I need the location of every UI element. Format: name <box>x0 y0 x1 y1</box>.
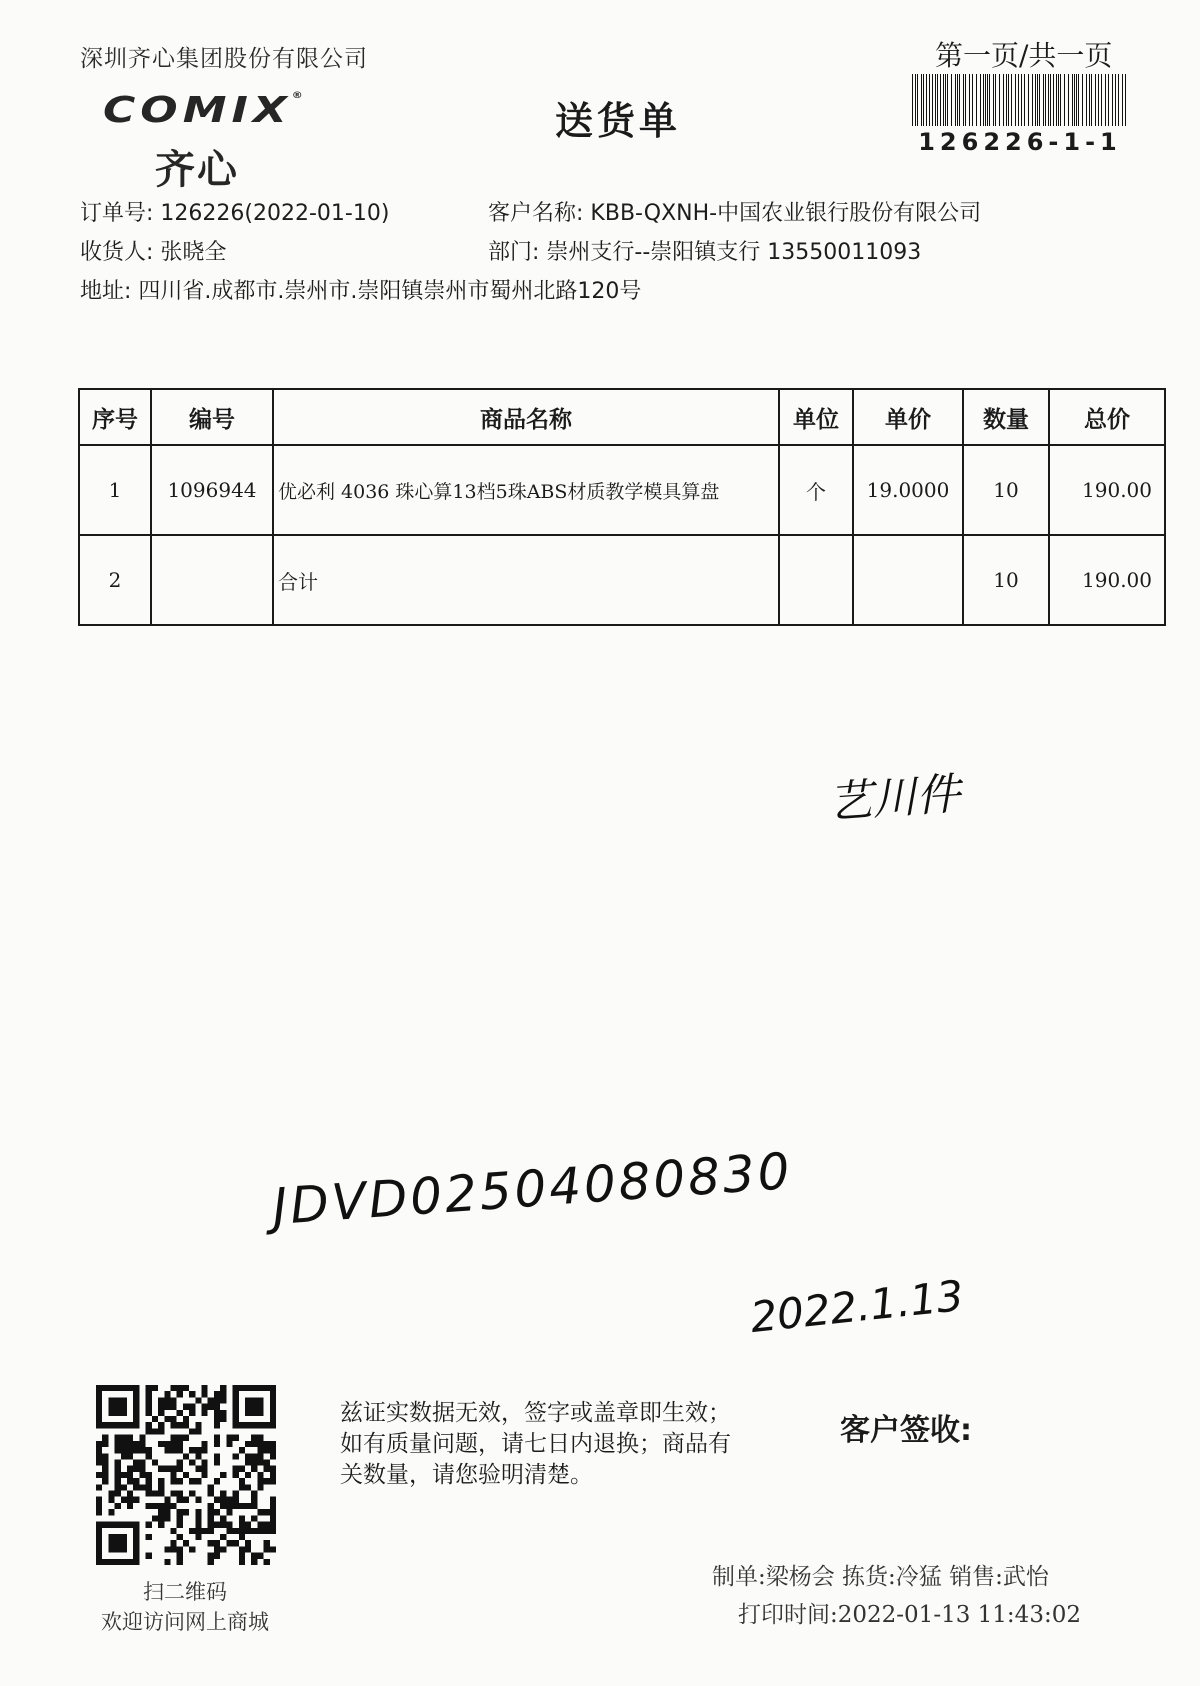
qr-caption-shop: 欢迎访问网上商城 <box>101 1610 269 1634</box>
cell-product: 优必利 4036 珠心算13档5珠ABS材质教学模具算盘 <box>273 445 779 535</box>
dept-value: 崇州支行--崇阳镇支行 13550011093 <box>546 240 922 265</box>
company-name: 深圳齐心集团股份有限公司 <box>80 46 368 72</box>
cell-qty: 10 <box>963 535 1049 625</box>
cell-seq: 1 <box>79 445 151 535</box>
cell-unit: 个 <box>779 445 853 535</box>
cell-price <box>853 535 963 625</box>
customer-name <box>488 196 981 227</box>
cell-seq: 2 <box>79 535 151 625</box>
table-header-row <box>79 389 1165 445</box>
header-seq: 序号 <box>79 389 151 445</box>
logo-word: COMIX <box>103 90 292 131</box>
cell-total: 190.00 <box>1049 445 1165 535</box>
header-total: 总价 <box>1049 389 1165 445</box>
dept-label: 部门: <box>488 240 540 265</box>
cell-code <box>151 535 273 625</box>
cell-unit <box>779 535 853 625</box>
comix-logo <box>103 90 308 131</box>
document-title: 送货单 <box>555 99 682 143</box>
table-row <box>79 535 1165 625</box>
handwritten-date: 2022.1.13 <box>748 1270 966 1343</box>
department <box>488 235 921 266</box>
logo-chinese: 齐心 <box>155 147 239 193</box>
receiver-value: 张晓全 <box>160 240 227 265</box>
print-time: 打印时间:2022-01-13 11:43:02 <box>738 1602 1081 1628</box>
header-code: 编号 <box>151 389 273 445</box>
order-label: 订单号: <box>80 201 154 226</box>
address-value: 四川省.成都市.崇州市.崇阳镇崇州市蜀州北路120号 <box>138 279 642 304</box>
header-price: 单价 <box>853 389 963 445</box>
staff-info: 制单:梁杨会 拣货:冷猛 销售:武怡 <box>712 1564 1049 1590</box>
qr-caption-scan: 扫二维码 <box>143 1580 227 1604</box>
page-info: 第一页/共一页 <box>935 39 1113 72</box>
cell-total: 190.00 <box>1049 535 1165 625</box>
order-value: 126226(2022-01-10) <box>160 201 390 226</box>
handwritten-signature: 艺川件 <box>826 768 962 829</box>
notice-text: 兹证实数据无效，签字或盖章即生效；如有质量问题，请七日内退换；商品有关数量，请您验明清楚。 <box>340 1400 731 1488</box>
customer-label: 客户名称: <box>488 201 584 226</box>
customer-value: KBB-QXNH-中国农业银行股份有限公司 <box>590 201 982 226</box>
qr-code[interactable] <box>96 1385 276 1565</box>
order-number <box>80 196 389 227</box>
cell-code: 1096944 <box>151 445 273 535</box>
table-row <box>79 445 1165 535</box>
handwritten-tracking-number: JDVD02504080830 <box>270 1141 795 1237</box>
cell-price: 19.0000 <box>853 445 963 535</box>
address-label: 地址: <box>80 279 132 304</box>
header-qty: 数量 <box>963 389 1049 445</box>
header-product: 商品名称 <box>273 389 779 445</box>
barcode <box>912 74 1128 126</box>
registered-mark-icon: ® <box>291 90 308 101</box>
cell-qty: 10 <box>963 445 1049 535</box>
barcode-number: 126226-1-1 <box>918 128 1122 156</box>
receiver-label: 收货人: <box>80 240 154 265</box>
customer-sign-label: 客户签收: <box>840 1413 972 1448</box>
cell-product: 合计 <box>273 535 779 625</box>
items-table <box>78 388 1166 626</box>
receiver <box>80 235 226 266</box>
address <box>80 274 641 305</box>
header-unit: 单位 <box>779 389 853 445</box>
